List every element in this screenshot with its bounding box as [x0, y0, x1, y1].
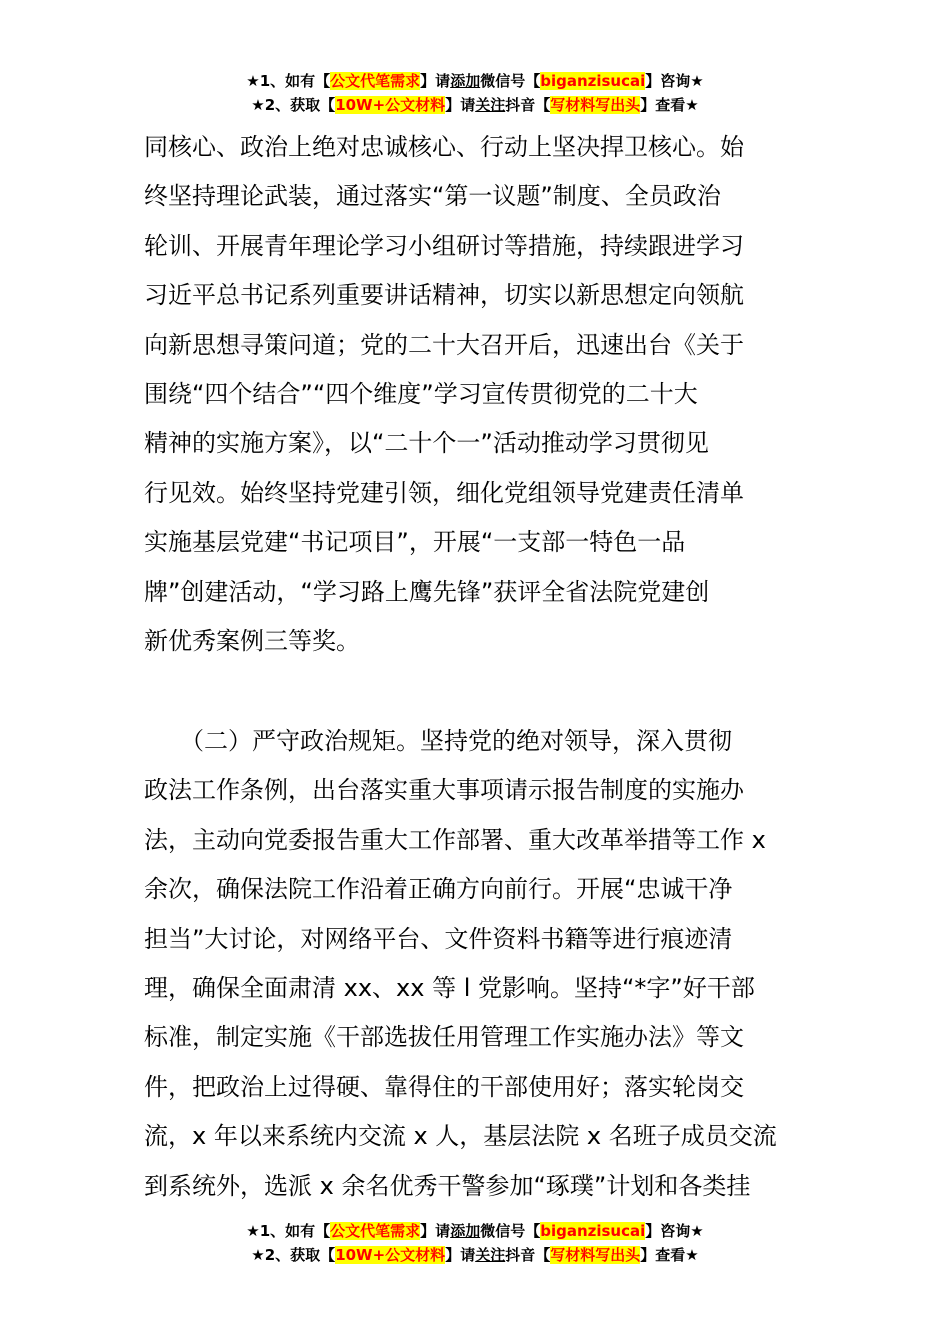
text-line: 新优秀案例三等奖。	[144, 627, 360, 656]
text-line: 标准，制定实施《干部选拔任用管理工作实施办法》等文	[144, 1023, 744, 1052]
highlight-text: 公文代笔需求	[330, 1222, 421, 1240]
underlined-text: 关注	[475, 96, 506, 114]
banner-line-2: ★2、获取【10W+公文材料】请关注抖音【写材料写出头】查看★	[251, 1246, 699, 1264]
text-line: 牌”创建活动，“学习路上鹰先锋”获评全省法院党建创	[144, 577, 710, 606]
text-line: 轮训、开展青年理论学习小组研讨等措施，持续跟进学习	[144, 231, 744, 260]
text-line: 到系统外，选派 x 余名优秀干警参加“琢璞”计划和各类挂	[144, 1171, 751, 1200]
header-banner	[0, 69, 950, 117]
wechat-id: biganzisucai	[540, 72, 646, 90]
text-line: 行见效。始终坚持党建引领，细化党组领导党建责任清单	[144, 478, 744, 507]
highlight-text: 10W+公文材料	[335, 96, 446, 114]
highlight-text: 10W+公文材料	[335, 1246, 446, 1264]
text-line: 围绕“四个结合”“四个维度”学习宣传贯彻党的二十大	[144, 380, 698, 409]
text-line: 件，把政治上过得硬、靠得住的干部使用好；落实轮岗交	[144, 1072, 744, 1101]
banner-line-2: ★2、获取【10W+公文材料】请关注抖音【写材料写出头】查看★	[251, 96, 699, 114]
text-line: 精神的实施方案》，以“二十个一”活动推动学习贯彻见	[144, 429, 709, 458]
banner-line-1: ★1、如有【公文代笔需求】请添加微信号【biganzisucai】咨询★	[246, 72, 704, 90]
text-line: 向新思想寻策问道；党的二十大召开后，迅速出台《关于	[144, 330, 744, 359]
text-line: 余次，确保法院工作沿着正确方向前行。开展“忠诚干净	[144, 875, 733, 904]
douyin-id: 写材料写出头	[550, 96, 641, 114]
text-line: 同核心、政治上绝对忠诚核心、行动上坚决捍卫核心。始	[144, 133, 744, 161]
text-line: 实施基层党建“书记项目”，开展“一支部一特色一品	[144, 528, 686, 557]
wechat-id: biganzisucai	[540, 1222, 646, 1240]
underlined-text: 添加	[450, 72, 481, 90]
underlined-text: 关注	[475, 1246, 506, 1264]
underlined-text: 添加	[450, 1222, 481, 1240]
footer-banner	[0, 1219, 950, 1267]
banner-line-1: ★1、如有【公文代笔需求】请添加微信号【biganzisucai】咨询★	[246, 1222, 704, 1240]
paragraph-2	[144, 717, 808, 1211]
text-line: 担当”大讨论，对网络平台、文件资料书籍等进行痕迹清	[144, 924, 733, 953]
text-line: 终坚持理论武装，通过落实“第一议题”制度、全员政治	[144, 182, 721, 211]
section-heading-line: （二）严守政治规矩。坚持党的绝对领导，深入贯彻	[144, 727, 732, 755]
douyin-id: 写材料写出头	[550, 1246, 641, 1264]
text-line: 法，主动向党委报告重大工作部署、重大改革举措等工作 x	[144, 825, 766, 854]
text-line: 流，x 年以来系统内交流 x 人，基层法院 x 名班子成员交流	[144, 1122, 777, 1151]
highlight-text: 公文代笔需求	[330, 72, 421, 90]
text-line: 政法工作条例，出台落实重大事项请示报告制度的实施办	[144, 776, 744, 805]
text-line: 理，确保全面肃清 xx、xx 等 l 党影响。坚持“*字”好干部	[144, 974, 755, 1003]
text-line: 习近平总书记系列重要讲话精神，切实以新思想定向领航	[144, 281, 744, 310]
paragraph-1	[144, 123, 808, 666]
